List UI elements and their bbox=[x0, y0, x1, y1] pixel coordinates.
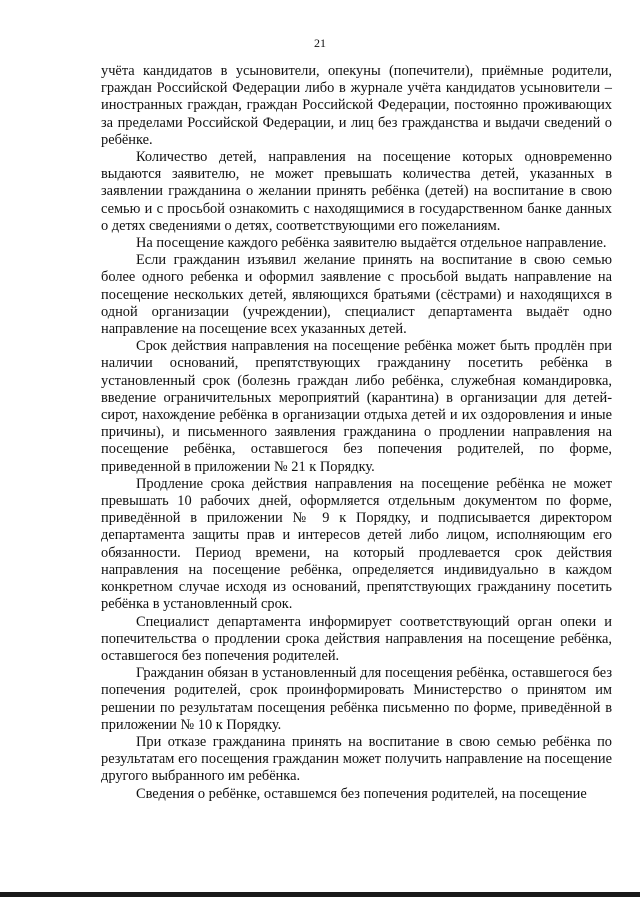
paragraph-8: Гражданин обязан в установленный для посещения ребёнка, оставшегося без попечения родителей, срок проинформировать Министерство о принятом им решении по результатам посещения ребёнка письменно по форме, приведённой в приложении № 10 к Порядку. bbox=[101, 665, 612, 733]
paragraph-4: Если гражданин изъявил желание принять на воспитание в свою семью более одного ребенка и оформил заявление с просьбой выдать направление на посещение нескольких детей, являющихся братьями (сёстрами) и находящихся в одной организации (учреждении), специалист департамента выдаёт одно направление на посещение всех указанных детей. bbox=[101, 252, 612, 338]
page-number: 21 bbox=[314, 36, 326, 50]
paragraph-3: На посещение каждого ребёнка заявителю выдаётся отдельное направление. bbox=[136, 235, 607, 252]
paragraph-7: Специалист департамента информирует соответствующий орган опеки и попечительства о продлении срока действия направления на посещение ребёнка, оставшегося без попечения родителей. bbox=[101, 613, 612, 664]
document-body bbox=[101, 63, 612, 803]
paragraph-2: Количество детей, направления на посещение которых одновременно выдаются заявителю, не может превышать количества детей, указанных в заявлении гражданина о желании принять ребёнка (детей) на воспитание в свою семью и с просьбой ознакомить с находящимися в государственном банке данных о детях сведениями о детях, соответствующими его пожеланиям. bbox=[101, 149, 612, 234]
paragraph-5: Срок действия направления на посещение ребёнка может быть продлён при наличии оснований, препятствующих гражданину посетить ребёнка в установленный срок (болезнь граждан либо ребёнка, служебная командировка, введение ограничительных мероприятий (карантина) в организации для детей-сирот, нахождение ребёнка в организации отдыха детей и их оздоровления и иные причины), и письменного заявления гражданина о продлении направления на посещение ребёнка, оставшегося без попечения родителей, по форме, приведенной в приложении № 21 к Порядку. bbox=[101, 338, 612, 475]
paragraph-10: Сведения о ребёнке, оставшемся без попечения родителей, на посещение bbox=[136, 785, 587, 802]
paragraph-6: Продление срока действия направления на посещение ребёнка не может превышать 10 рабочих дней, оформляется отдельным документом по форме, приведённой в приложении № 9 к Порядку, и подписывается директором департамента защиты прав и интересов детей либо лицом, исполняющим его обязанности. Период времени, на который продлевается срок действия направления на посещение ребёнка, определяется индивидуально в каждом конкретном случае исходя из оснований, препятствующих гражданину посетить ребёнка в установленный срок. bbox=[101, 475, 612, 613]
scan-edge-divider bbox=[0, 892, 640, 897]
paragraph-9: При отказе гражданина принять на воспитание в свою семью ребёнка по результатам его посещения гражданин может получить направление на посещение другого выбранного им ребёнка. bbox=[101, 733, 612, 785]
paragraph-1: учёта кандидатов в усыновители, опекуны (попечители), приёмные родители, граждан Российской Федерации либо в журнале учёта кандидатов усыновители – иностранных граждан, граждан Российской Федерации, постоянно проживающих за пределами Российской Федерации, и лиц без гражданства и выдачи сведений о ребёнке. bbox=[101, 63, 612, 148]
